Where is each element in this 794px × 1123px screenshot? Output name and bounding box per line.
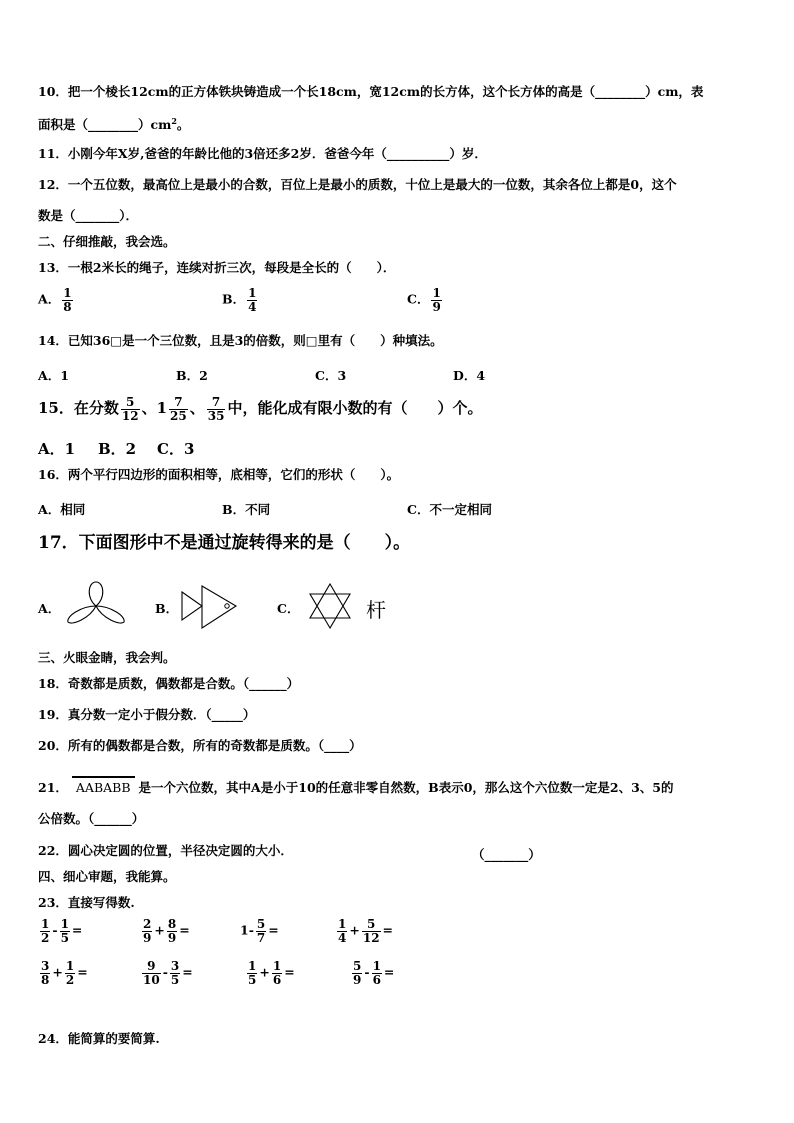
q10-line2-end: 。 <box>176 117 190 133</box>
calc-item-7: $\frac{1}{5}$ + $\frac{1}{6}$ = <box>248 959 295 987</box>
q17-label-c: C． <box>277 601 300 616</box>
q15-prefix: 15．在分数 <box>38 399 119 418</box>
trefoil-figure <box>64 580 128 630</box>
calc-item-5: $\frac{3}{8}$ + $\frac{1}{2}$ = <box>41 959 88 987</box>
calc-item-8: $\frac{5}{9}$ - $\frac{1}{6}$ = <box>353 959 395 987</box>
section2-heading: 二、仔细推敲，我会选。 <box>38 234 176 249</box>
q14-stem: 14．已知36□是一个三位数，且是3的倍数，则□里有（ ）种填法。 <box>38 333 443 348</box>
q15-sep2: 、 <box>189 399 205 418</box>
q15-fraction-1: $\frac{5}{12}$ <box>121 395 139 423</box>
q17-label-b: B． <box>155 601 179 616</box>
q13-option-b <box>222 287 259 313</box>
q21-text: 是一个六位数，其中A是小于10的任意非零自然数，B表示0，那么这个六位数一定是2、3、5的 <box>138 780 674 795</box>
q15-option-c: C．3 <box>157 440 195 458</box>
q16-option-b: B．不同 <box>222 502 271 517</box>
q16-option-a: A．相同 <box>38 502 86 517</box>
q17-label-a: A． <box>38 601 61 616</box>
q15-fraction-3: $\frac{7}{35}$ <box>207 395 225 423</box>
q11-text: 11．小刚今年X岁,爸爸的年龄比他的3倍还多2岁．爸爸今年（__________）岁． <box>38 146 487 161</box>
q12-line1: 12．一个五位数，最高位上是最小的合数，百位上是最小的质数，十位上是最大的一位数，其余各位上都是0，这个 <box>38 177 677 192</box>
q20-text: 20．所有的偶数都是合数，所有的奇数都是质数。（____） <box>38 738 362 753</box>
q14-option-b: B．2 <box>176 368 208 383</box>
q21-number: AABABB <box>72 776 135 795</box>
q16-stem: 16．两个平行四边形的面积相等，底相等，它们的形状（ ）。 <box>38 467 400 482</box>
q13-a-label: A． <box>38 291 61 307</box>
q24-text: 24．能简算的要简算. <box>38 1031 160 1046</box>
q14-option-d: D．4 <box>453 368 486 383</box>
q13-option-c <box>407 287 444 313</box>
fish-figure <box>180 584 240 630</box>
section4-heading: 四、细心审题，我能算。 <box>38 869 176 884</box>
q13-stem: 13．一根2米长的绳子，连续对折三次，每段是全长的（ ）． <box>38 260 396 275</box>
q13-b-fraction: $\frac{1}{4}$ <box>248 286 257 314</box>
q21-line1 <box>38 776 674 795</box>
q13-option-a <box>38 287 75 313</box>
q13-b-label: B． <box>222 291 246 307</box>
q10-line1: 10．把一个棱长12cm的正方体铁块铸造成一个长18cm，宽12cm的长方体，这个长方体的高是（________）cm，表 <box>38 84 704 99</box>
q21-prefix: 21． <box>38 780 68 795</box>
calc-item-3: 1- $\frac{5}{7}$ = <box>240 917 279 945</box>
calc-item-2: $\frac{2}{9}$ + $\frac{8}{9}$ = <box>143 917 190 945</box>
character-glyph: 杆 <box>366 598 386 622</box>
q23-stem: 23．直接写得数. <box>38 895 135 910</box>
q22-blank: （_______） <box>472 847 541 862</box>
q18-text: 18．奇数都是质数，偶数都是合数。（______） <box>38 676 300 691</box>
q15-stem <box>38 396 482 422</box>
q10-line2 <box>38 117 189 132</box>
q14-option-a: A．1 <box>38 368 69 383</box>
q13-c-label: C． <box>407 291 430 307</box>
q17-stem: 17．下面图形中不是通过旋转得来的是（ ）。 <box>38 533 411 553</box>
q14-option-c: C．3 <box>315 368 347 383</box>
q15-option-a: A．1 <box>38 440 76 458</box>
q15-option-b: B．2 <box>98 440 137 458</box>
q16-option-c: C．不一定相同 <box>407 502 492 517</box>
q13-c-fraction: $\frac{1}{9}$ <box>432 286 441 314</box>
calc-item-6: $\frac{9}{10}$ - $\frac{3}{5}$ = <box>143 959 193 987</box>
q15-sep1: 、1 <box>141 399 168 418</box>
q10-sup: 2 <box>171 116 177 126</box>
q10-line2-text: 面积是（________）cm <box>38 117 172 133</box>
q19-text: 19．真分数一定小于假分数．（_____） <box>38 707 256 722</box>
star-of-david-figure <box>306 582 354 630</box>
calc-item-1: $\frac{1}{2}$ - $\frac{1}{5}$ = <box>41 917 83 945</box>
q22-text: 22．圆心决定圆的位置，半径决定圆的大小． <box>38 843 293 858</box>
q15-fraction-2: $\frac{7}{25}$ <box>170 395 187 423</box>
q15-suffix: 中，能化成有限小数的有（ ）个。 <box>227 399 483 418</box>
q21-line2: 公倍数。（______） <box>38 811 145 826</box>
q13-a-fraction: $\frac{1}{8}$ <box>63 286 72 314</box>
calc-item-4: $\frac{1}{4}$ + $\frac{5}{12}$ = <box>338 917 394 945</box>
q12-line2: 数是（_______）． <box>38 208 139 223</box>
section3-heading: 三、火眼金睛，我会判。 <box>38 650 176 665</box>
